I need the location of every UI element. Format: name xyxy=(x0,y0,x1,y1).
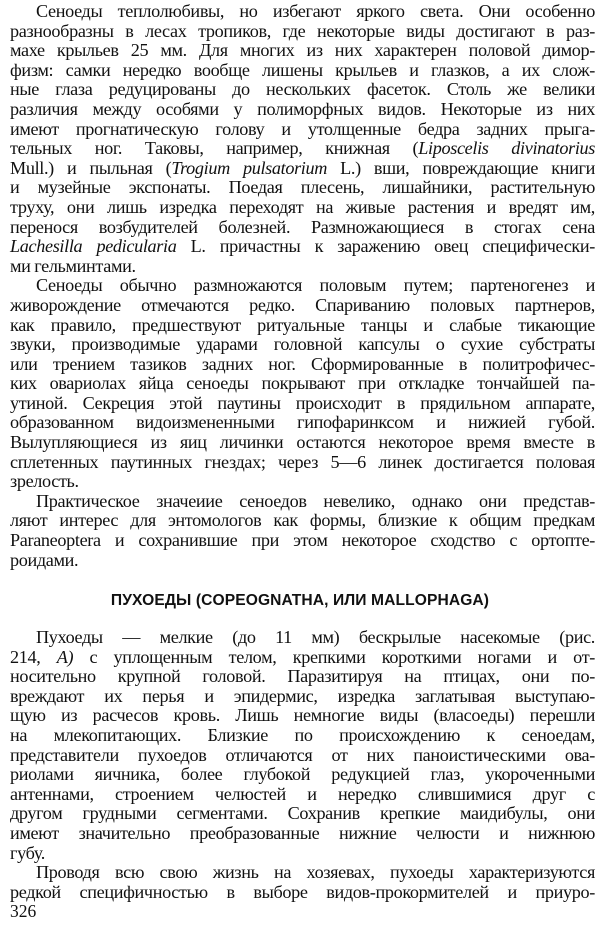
text-run: ляют интерес для энтомологов как формы, близкие к общим предкам xyxy=(10,510,595,531)
text-run: Paraneoptera и сохранившие при этом некоторое сходство с ортопте- xyxy=(10,530,595,551)
text-line xyxy=(10,726,595,746)
paragraph xyxy=(10,492,595,570)
text-line xyxy=(10,706,595,726)
text-run: другом грудными сегментами. Сохранив крепкие маидибулы, они xyxy=(10,803,595,824)
text-line xyxy=(10,374,595,394)
latin-name: Liposcelis divinatorius xyxy=(418,138,595,159)
text-line xyxy=(10,765,595,785)
text-line xyxy=(10,100,595,120)
text-line xyxy=(10,785,595,805)
text-line xyxy=(10,178,595,198)
text-line xyxy=(10,492,595,512)
text-line xyxy=(10,531,595,551)
text-line xyxy=(10,394,595,414)
text-line xyxy=(10,844,595,864)
text-line xyxy=(10,80,595,100)
text-run: сплетенных паутинных гнездах; через 5—6 линек достигается половая xyxy=(10,451,595,472)
text-line xyxy=(10,355,595,375)
text-run: L. причастны к заражению овец специфически- xyxy=(176,236,595,257)
text-run: Сеноеды обычно размножаются половым путем; партеногенез и xyxy=(36,275,595,296)
text-line xyxy=(10,139,595,159)
page-number: 326 xyxy=(10,901,37,921)
paragraph xyxy=(10,276,595,492)
text-run: Сеноеды теплолюбивы, но избегают яркого света. Они особенно xyxy=(36,1,595,21)
text-line xyxy=(10,218,595,238)
section-2-body xyxy=(10,628,595,902)
text-run: L.) вши, повреждающие книги xyxy=(327,157,595,178)
text-run: звуки, производимые ударами головной капсулы о сухие субстраты xyxy=(10,334,595,355)
text-run: риолами яичника, более глубокой редукцией глаз, укороченными xyxy=(10,764,595,785)
text-line xyxy=(10,453,595,473)
text-line xyxy=(10,746,595,766)
text-line xyxy=(10,413,595,433)
text-line xyxy=(10,472,595,492)
text-run: зрелость. xyxy=(10,471,79,492)
text-run: ких овариолах яйца сеноеды покрывают при откладке тончайшей па- xyxy=(10,373,595,394)
text-line xyxy=(10,237,595,257)
text-line xyxy=(10,628,595,648)
text-run: вреждают их перья и эпидермис, изредка заглатывая выступаю- xyxy=(10,685,595,706)
text-line xyxy=(10,316,595,336)
text-run: Пухоеды — мелкие (до 11 мм) бескрылые насекомые (рис. xyxy=(36,627,595,647)
text-run: перенося возбудителей болезней. Размножающиеся в стогах сена xyxy=(10,216,595,237)
text-run: Проводя всю свою жизнь на хозяевах, пухоеды характеризуются xyxy=(36,862,595,883)
text-run: имеют прогнатическую голову и утолщенные бедра задних прыга- xyxy=(10,118,595,139)
paragraph xyxy=(10,863,595,902)
text-run: редкой специфичностью в выборе видов-прокормителей и приуро- xyxy=(10,881,595,902)
text-run: щую из расчесов кровь. Лишь немногие виды (власоеды) перешли xyxy=(10,705,595,726)
text-line xyxy=(10,511,595,531)
text-line xyxy=(10,296,595,316)
text-run: имеют значительно преобразованные нижние челюсти и нижнюю xyxy=(10,822,595,843)
text-line xyxy=(10,883,595,903)
text-run: Практическое значеиие сеноедов невелико, однако они представ- xyxy=(36,490,595,511)
text-run: антеннами, строением челюстей и нередко слившимися друг с xyxy=(10,783,595,804)
text-run: различия между особями у полиморфных видов. Некоторые из них xyxy=(10,98,595,119)
text-line xyxy=(10,2,595,22)
text-line xyxy=(10,22,595,42)
text-line xyxy=(10,824,595,844)
latin-name: Trogium pulsatorium xyxy=(171,157,328,178)
paragraph xyxy=(10,2,595,276)
text-run: Вылупляющиеся из яиц личинки остаются некоторое время вместе в xyxy=(10,432,595,453)
latin-name: Lachesilla pedicularia xyxy=(10,236,177,257)
text-line xyxy=(10,648,595,668)
text-run: труху, они лишь изредка переходят на живые растения и вредят им, xyxy=(10,196,595,217)
text-run: физм: самки нередко вообще лишены крыльев и глазков, а их слож- xyxy=(10,59,595,80)
text-run: губу. xyxy=(10,842,45,863)
text-run: или трением тазиков задних ног. Сформированные в политрофичес- xyxy=(10,353,595,374)
text-run: разнообразны в лесах тропиков, где некоторые виды достигают в раз- xyxy=(10,20,595,41)
text-line xyxy=(10,863,595,883)
text-line xyxy=(10,41,595,61)
text-line xyxy=(10,551,595,571)
text-run: и музейные экспонаты. Поедая плесень, лишайники, растительную xyxy=(10,177,595,198)
text-line xyxy=(10,257,595,277)
text-run: тельных ног. Таковы, например, книжная ( xyxy=(10,138,419,159)
text-line xyxy=(10,667,595,687)
text-line xyxy=(10,159,595,179)
text-line xyxy=(10,276,595,296)
text-line xyxy=(10,198,595,218)
text-line xyxy=(10,804,595,824)
paragraph xyxy=(10,628,595,863)
text-line xyxy=(10,61,595,81)
text-run: носительно крупной головой. Паразитируя на птицах, они по- xyxy=(10,666,595,687)
text-run: образованном видоизмененными гипофаринксом и нижией губой. xyxy=(10,412,595,433)
text-run: живорождение отмечаются редко. Спариванию половых партнеров, xyxy=(10,294,595,315)
text-run: роидами. xyxy=(10,549,79,570)
text-run: Mull.) и пыльная ( xyxy=(10,157,172,178)
text-run: как правило, предшествуют ритуальные танцы и слабые тикающие xyxy=(10,314,595,335)
section-heading: ПУХОЕДЫ (COPEOGNATHA, ИЛИ MALLOPHAGA) xyxy=(110,592,490,609)
text-run: 214, xyxy=(10,646,57,667)
text-run: с уплощенным телом, крепкими короткими ногами и от- xyxy=(73,646,595,667)
text-line xyxy=(10,433,595,453)
section-1-body xyxy=(10,2,595,570)
text-run: на млекопитающих. Близкие по происхождению к сеноедам, xyxy=(10,724,595,745)
text-run: утиной. Секреция этой паутины происходит в прядильном аппарате, xyxy=(10,392,595,413)
latin-name: А) xyxy=(56,646,74,667)
text-line xyxy=(10,120,595,140)
text-run: ные глаза редуцированы до нескольких фасеток. Столь же велики xyxy=(10,79,595,100)
text-run: представители пухоедов отличаются от них паноистическими ова- xyxy=(10,744,595,765)
text-line xyxy=(10,687,595,707)
text-line xyxy=(10,335,595,355)
text-run: ми гельминтами. xyxy=(10,255,136,276)
text-run: махе крыльев 25 мм. Для многих из них характерен половой димор- xyxy=(10,40,595,61)
